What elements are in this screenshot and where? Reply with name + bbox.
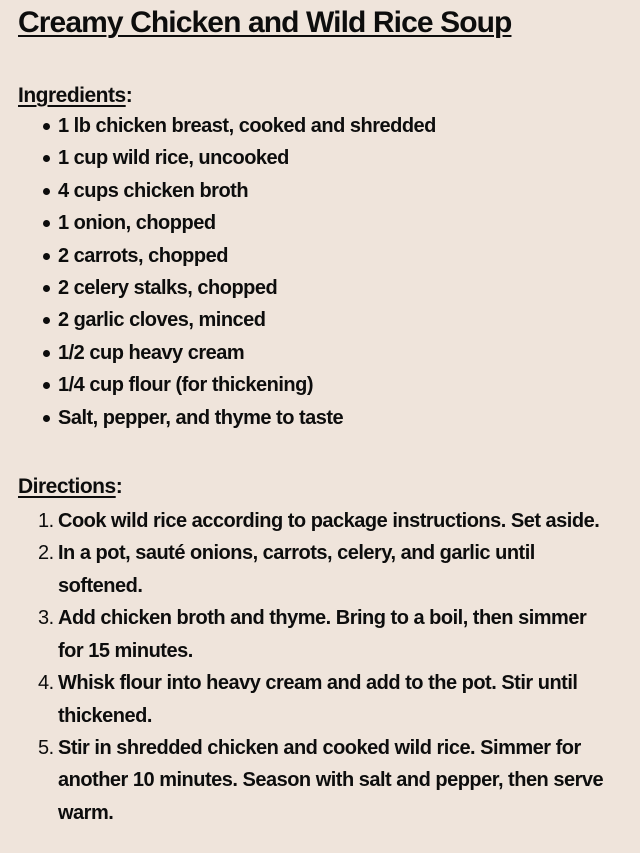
ingredient-item xyxy=(43,142,622,174)
ingredient-item xyxy=(43,402,622,434)
step-text-line: In a pot, sauté onions, carrots, celery, and garlic until xyxy=(58,542,535,565)
directions-heading-text: Directions xyxy=(18,475,116,499)
bullet-icon xyxy=(43,285,50,292)
ingredient-text: 2 celery stalks, chopped xyxy=(58,277,278,300)
bullet-icon xyxy=(43,188,50,195)
ingredient-item xyxy=(43,337,622,369)
directions-list xyxy=(18,505,622,829)
ingredient-item xyxy=(43,175,622,207)
bullet-icon xyxy=(43,382,50,389)
step-text-line: for 15 minutes. xyxy=(58,639,193,662)
step-text-line: Whisk flour into heavy cream and add to the pot. Stir until xyxy=(58,672,578,695)
ingredient-text: 1 onion, chopped xyxy=(58,212,216,235)
bullet-icon xyxy=(43,350,50,357)
ingredients-heading xyxy=(18,82,622,110)
bullet-icon xyxy=(43,253,50,260)
ingredient-text: 1 lb chicken breast, cooked and shredded xyxy=(58,115,436,137)
step-number: 1. xyxy=(38,510,54,533)
directions-heading xyxy=(18,473,622,501)
step-text-line: Stir in shredded chicken and cooked wild rice. Simmer for xyxy=(58,736,581,759)
step-number: 3. xyxy=(38,607,54,630)
ingredients-heading-colon: : xyxy=(125,84,133,107)
step-text-line: another 10 minutes. Season with salt and pepper, then serve xyxy=(58,769,604,792)
bullet-icon xyxy=(43,415,50,422)
bullet-icon xyxy=(43,220,50,227)
bullet-icon xyxy=(43,155,50,162)
recipe-title: Creamy Chicken and Wild Rice Soup xyxy=(18,6,512,39)
step-number: 5. xyxy=(38,736,54,759)
ingredient-text: 4 cups chicken broth xyxy=(58,179,249,202)
ingredient-text: 1/2 cup heavy cream xyxy=(58,341,245,364)
step-number: 4. xyxy=(38,672,54,695)
ingredient-item xyxy=(43,110,622,142)
direction-step xyxy=(38,537,622,602)
directions-heading-colon: : xyxy=(115,475,123,499)
ingredient-text: Salt, pepper, and thyme to taste xyxy=(58,406,344,429)
ingredient-text: 1/4 cup flour (for thickening) xyxy=(58,374,314,397)
step-text-line: Add chicken broth and thyme. Bring to a boil, then simmer xyxy=(58,607,587,630)
direction-step xyxy=(38,505,622,537)
bullet-icon xyxy=(43,123,50,130)
ingredient-text: 1 cup wild rice, uncooked xyxy=(58,147,289,170)
step-text-line: Cook wild rice according to package instructions. Set aside. xyxy=(58,510,600,533)
ingredient-item xyxy=(43,207,622,239)
step-text-line: softened. xyxy=(58,574,143,597)
ingredient-text: 2 carrots, chopped xyxy=(58,244,228,267)
ingredient-item xyxy=(43,240,622,272)
ingredients-heading-text: Ingredients xyxy=(18,84,126,107)
ingredient-item xyxy=(43,272,622,304)
direction-step xyxy=(38,732,622,829)
ingredients-list xyxy=(18,110,622,434)
bullet-icon xyxy=(43,317,50,324)
step-text-line: warm. xyxy=(58,801,114,824)
step-number: 2. xyxy=(38,542,54,565)
direction-step xyxy=(38,602,622,667)
ingredient-text: 2 garlic cloves, minced xyxy=(58,309,266,332)
direction-step xyxy=(38,667,622,732)
ingredient-item xyxy=(43,304,622,336)
step-text-line: thickened. xyxy=(58,704,152,727)
ingredient-item xyxy=(43,369,622,401)
